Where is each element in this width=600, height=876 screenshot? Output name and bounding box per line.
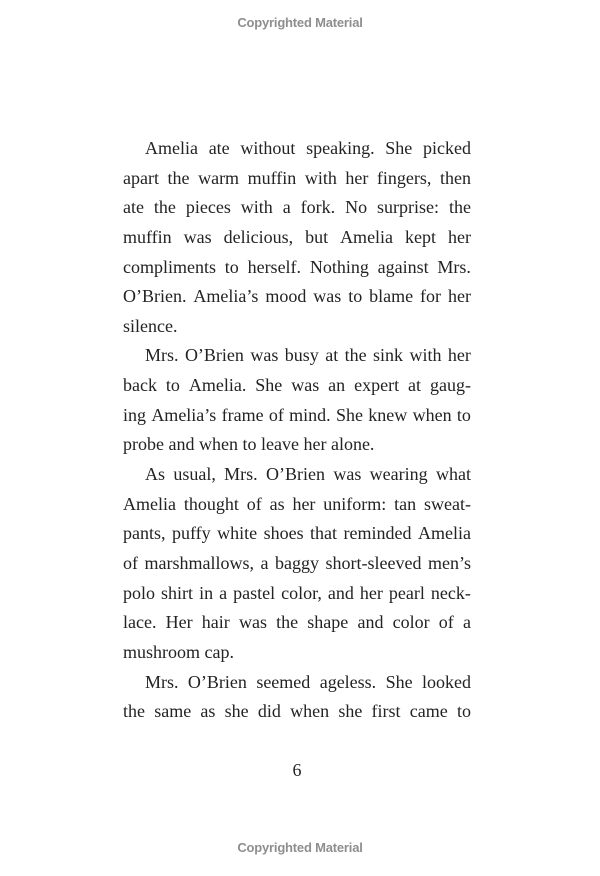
text-line: of marshmallows, a baggy short-sleeved men’s — [123, 552, 471, 573]
text-line: Amelia ate without speaking. She picked — [145, 138, 471, 158]
text-line: mushroom cap. — [123, 641, 234, 662]
text-line: apart the warm muffin with her fingers, then — [123, 167, 471, 188]
copyright-banner-bottom: Copyrighted Material — [237, 840, 363, 855]
text-line: O’Brien. Amelia’s mood was to blame for her — [123, 286, 471, 307]
text-line: Amelia thought of as her uniform: tan sweat- — [123, 493, 471, 514]
text-line: pants, puffy white shoes that reminded Amelia — [123, 523, 471, 544]
text-line: compliments to herself. Nothing against Mrs. — [123, 256, 471, 277]
text-line: Mrs. O’Brien was busy at the sink with her — [145, 345, 471, 366]
body-text — [123, 134, 471, 727]
text-line: back to Amelia. She was an expert at gaug- — [123, 375, 471, 396]
text-line: silence. — [123, 315, 178, 336]
text-line: lace. Her hair was the shape and color of a — [123, 612, 471, 633]
text-line: probe and when to leave her alone. — [123, 434, 375, 455]
text-line: ing Amelia’s frame of mind. She knew when to — [123, 404, 471, 425]
page-number: 6 — [292, 760, 302, 780]
text-line: As usual, Mrs. O’Brien was wearing what — [145, 464, 471, 485]
text-line: polo shirt in a pastel color, and her pearl neck- — [123, 582, 471, 603]
text-line: muffin was delicious, but Amelia kept her — [123, 226, 471, 247]
text-line: ate the pieces with a fork. No surprise: the — [123, 197, 471, 218]
copyright-banner-top: Copyrighted Material — [237, 15, 363, 30]
text-line: the same as she did when she first came to — [123, 701, 471, 722]
text-line: Mrs. O’Brien seemed ageless. She looked — [145, 671, 471, 692]
